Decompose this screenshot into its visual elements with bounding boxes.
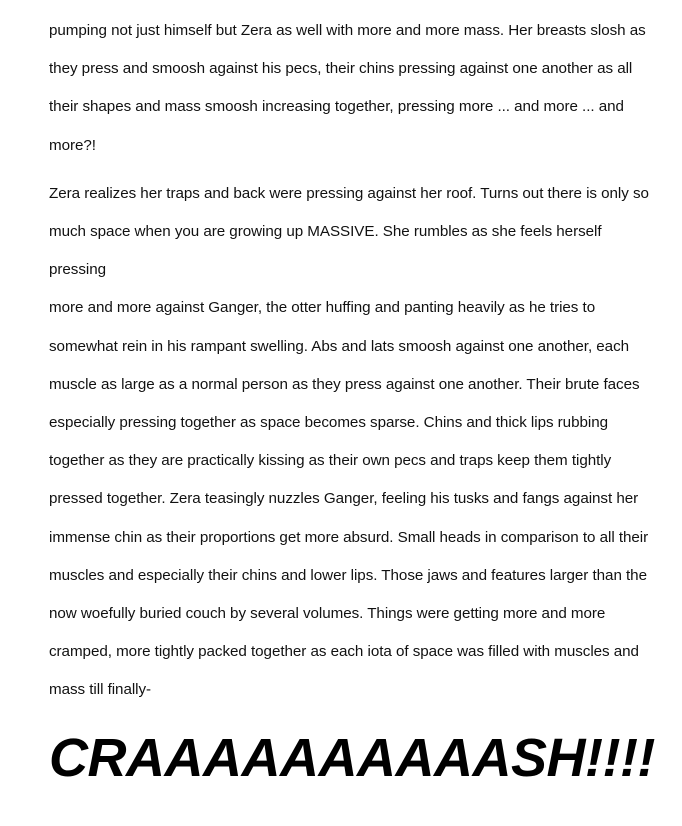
paragraph-1: pumping not just himself but Zera as well with more and more mass. Her breasts slosh as they press and smoosh against his pecs, their chins pressing against one another as all their shapes and mass smoosh increasing together, pressing more ... and more ... and more?! <box>49 22 646 154</box>
paragraph-2: Zera realizes her traps and back were pressing against her roof. Turns out there is only so much space when you are growing up MASSIVE. She rumbles as she feels herself pressing more and more against Ganger, the otter huffing and panting heavily as he tries to somewhat rein in his rampant swelling. Abs and lats smoosh against one another, each muscle as large as a normal person as they press against one another. Their brute faces especially pressing together as space becomes sparse. Chins and thick lips rubbing together as they are practically kissing as their own pecs and traps keep them tightly pressed together. Zera teasingly nuzzles Ganger, feeling his tusks and fangs against her immense chin as their proportions get more absurd. Small heads in comparison to all their muscles and especially their chins and lower lips. Those jaws and features larger than the now woefully buried couch by several volumes. Things were getting more and more cramped, more tightly packed together as each iota of space was filled with muscles and mass till finally- <box>49 184 649 699</box>
crash-headline: CRAAAAAAAAAASH!!!! <box>49 727 655 788</box>
document-page <box>49 12 661 788</box>
